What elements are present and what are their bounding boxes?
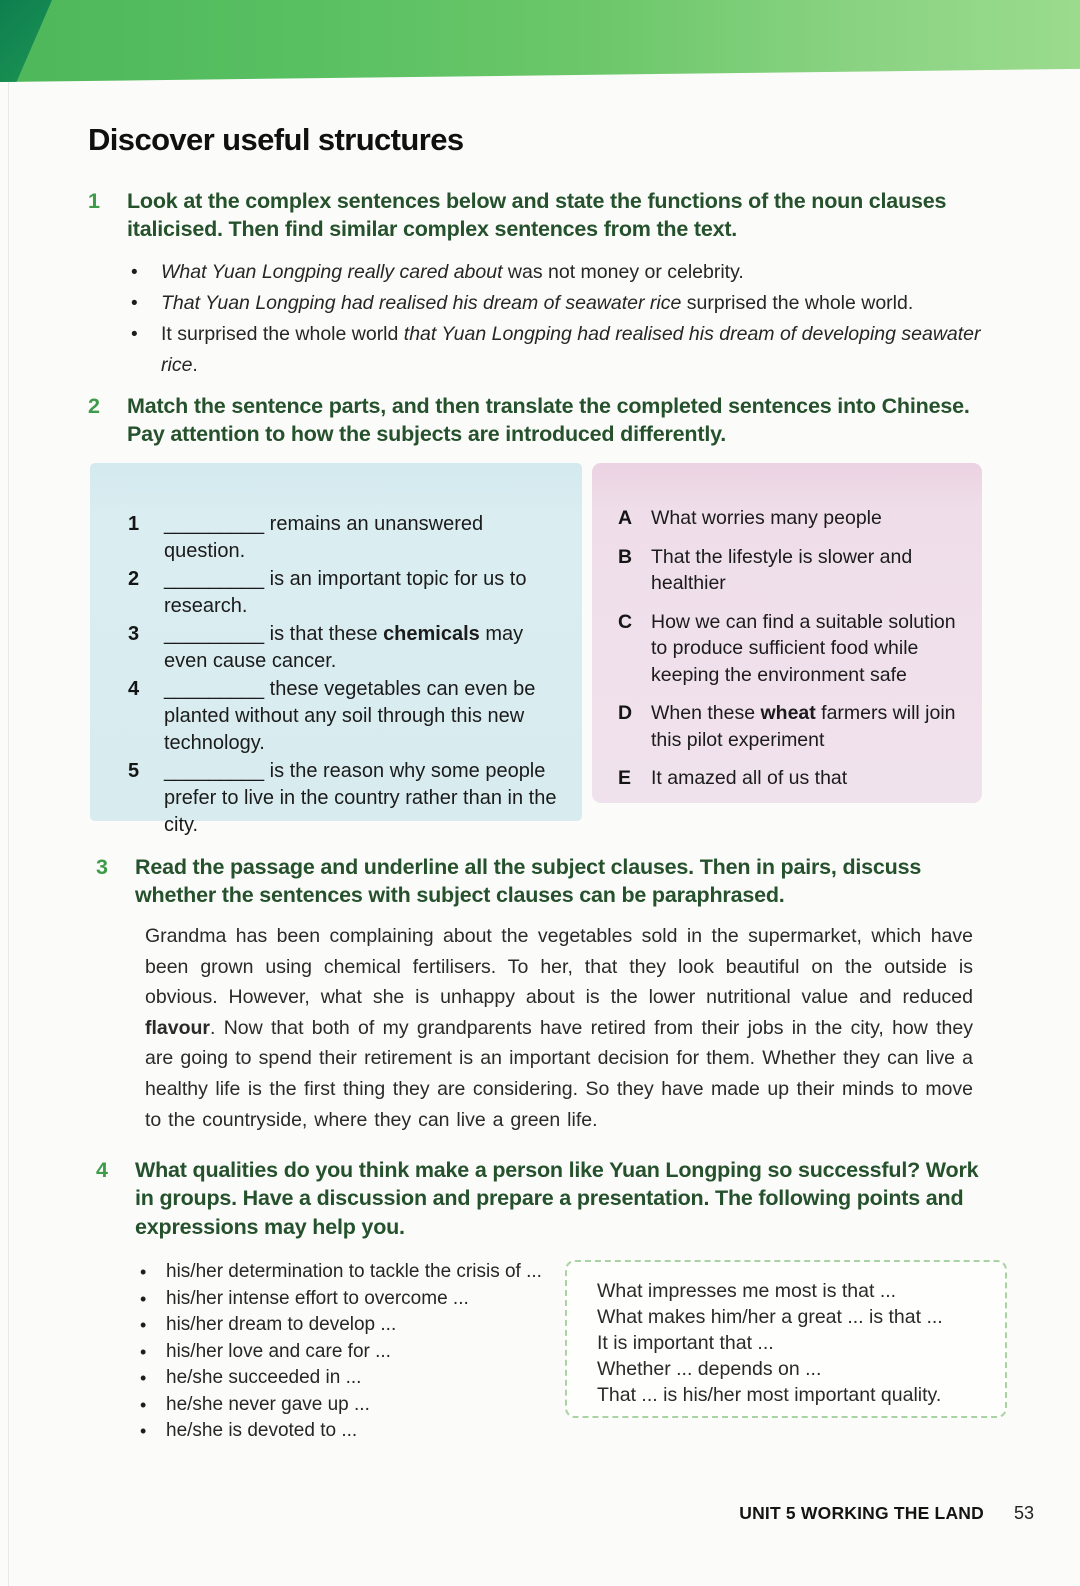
sentence-stems-box <box>90 463 582 836</box>
page-edge-line <box>8 82 9 1586</box>
expressions-box <box>565 1260 1007 1418</box>
list-item: • his/her dream to develop ... <box>138 1312 568 1339</box>
list-item: • his/her intense effort to overcome ... <box>138 1286 568 1313</box>
exercise1-heading: Look at the complex sentences below and state the functions of the noun clauses italicised. Then find similar complex sentences from the text. <box>127 189 947 242</box>
option-text: It amazed all of us that <box>651 767 848 789</box>
unit-label: UNIT 5 WORKING THE LAND <box>739 1503 984 1523</box>
page-title: Discover useful structures <box>88 122 464 157</box>
exercise4-heading-row <box>96 1156 1016 1241</box>
option-row <box>618 700 964 753</box>
exercise1-bullet-list <box>127 257 987 381</box>
stem-text: _________ is an important topic for us to research. <box>164 568 527 617</box>
bullet-text: What Yuan Longping really cared about was not money or celebrity. <box>161 261 744 283</box>
bullet-text: That Yuan Longping had realised his dream of seawater rice surprised the whole world. <box>161 292 914 314</box>
expression-line: It is important that ... <box>597 1332 774 1354</box>
option-row <box>618 544 964 597</box>
option-letter: C <box>618 610 633 633</box>
option-letter: B <box>618 545 633 568</box>
expression-line: Whether ... depends on ... <box>597 1358 822 1380</box>
list-item: • he/she never gave up ... <box>138 1392 568 1419</box>
exercise2-heading: Match the sentence parts, and then translate the completed sentences into Chinese. Pay attention to how the subjects are introduced differently. <box>127 394 970 447</box>
stem-number: 1 <box>128 513 140 535</box>
exercise4-heading: What qualities do you think make a person like Yuan Longping so successful? Work in groups. Have a discussion and prepare a presentation. The following points and expressions may help you. <box>135 1158 979 1239</box>
option-text: What worries many people <box>651 507 882 529</box>
exercise1-number: 1 <box>88 189 100 213</box>
stem-row <box>128 758 558 839</box>
option-letter: E <box>618 767 632 789</box>
exercise3-heading: Read the passage and underline all the subject clauses. Then in pairs, discuss whether the sentences with subject clauses can be paraphrased. <box>135 855 922 908</box>
exercise1-heading-row <box>88 187 993 244</box>
reading-passage: Grandma has been complaining about the vegetables sold in the supermarket, which have been grown using chemical fertilisers. To her, that they look beautiful on the outside is obvious. However, what she is unhappy about is the lower nutritional value and reduced flavour. Now that both of my grandparents have retired from their jobs in the city, how they are going to spend their retirement is an important decision for them. Whether they can live a healthy life is the first thing they are considering. So they have made up their minds to move to the countryside, where they can live a green life. <box>145 925 973 1131</box>
exercise3-heading-row <box>96 853 996 910</box>
exercise4-number: 4 <box>96 1158 108 1182</box>
option-row <box>618 505 964 532</box>
page-footer <box>739 1503 1034 1524</box>
stem-row <box>128 621 558 675</box>
page-number: 53 <box>1013 1503 1034 1523</box>
list-item: • he/she succeeded in ... <box>138 1365 568 1392</box>
expression-line: What impresses me most is that ... <box>597 1280 897 1302</box>
list-item: • his/her determination to tackle the crisis of ... <box>138 1259 568 1286</box>
option-letter: A <box>618 507 633 529</box>
option-letter: D <box>618 702 633 724</box>
stem-number: 2 <box>128 568 140 590</box>
list-item <box>127 257 987 288</box>
options-box <box>592 463 982 803</box>
exercise4-points-list <box>138 1259 568 1445</box>
option-text: How we can find a suitable solution to produce sufficient food while keeping the environment safe <box>651 610 956 686</box>
bullet-text: It surprised the whole world that Yuan Longping had realised his dream of developing seawater rice. <box>161 323 981 376</box>
list-item <box>127 319 987 381</box>
stem-row <box>128 676 558 757</box>
option-text: When these wheat farmers will join this pilot experiment <box>651 702 956 751</box>
option-text: That the lifestyle is slower and healthier <box>651 545 913 594</box>
list-item: • he/she is devoted to ... <box>138 1418 568 1445</box>
option-row <box>618 609 964 689</box>
header-band <box>0 0 1080 82</box>
expression-line: That ... is his/her most important quality. <box>597 1384 942 1406</box>
exercise3-number: 3 <box>96 855 108 879</box>
stem-number: 3 <box>128 623 140 645</box>
stem-text: _________ these vegetables can even be planted without any soil through this new technology. <box>164 678 536 754</box>
option-row <box>618 765 964 792</box>
expression-line: What makes him/her a great ... is that ... <box>597 1306 943 1328</box>
stem-number: 4 <box>128 678 140 700</box>
list-item: • his/her love and care for ... <box>138 1339 568 1366</box>
stem-number: 5 <box>128 760 140 782</box>
exercise2-number: 2 <box>88 394 100 418</box>
stem-text: _________ is that these chemicals may even cause cancer. <box>164 623 524 672</box>
list-item <box>127 288 987 319</box>
exercise2-heading-row <box>88 392 993 449</box>
stem-row <box>128 566 558 620</box>
stem-text: _________ is the reason why some people prefer to live in the country rather than in the city. <box>164 760 557 836</box>
stem-row <box>128 511 558 565</box>
stem-text: _________ remains an unanswered question. <box>164 513 484 562</box>
